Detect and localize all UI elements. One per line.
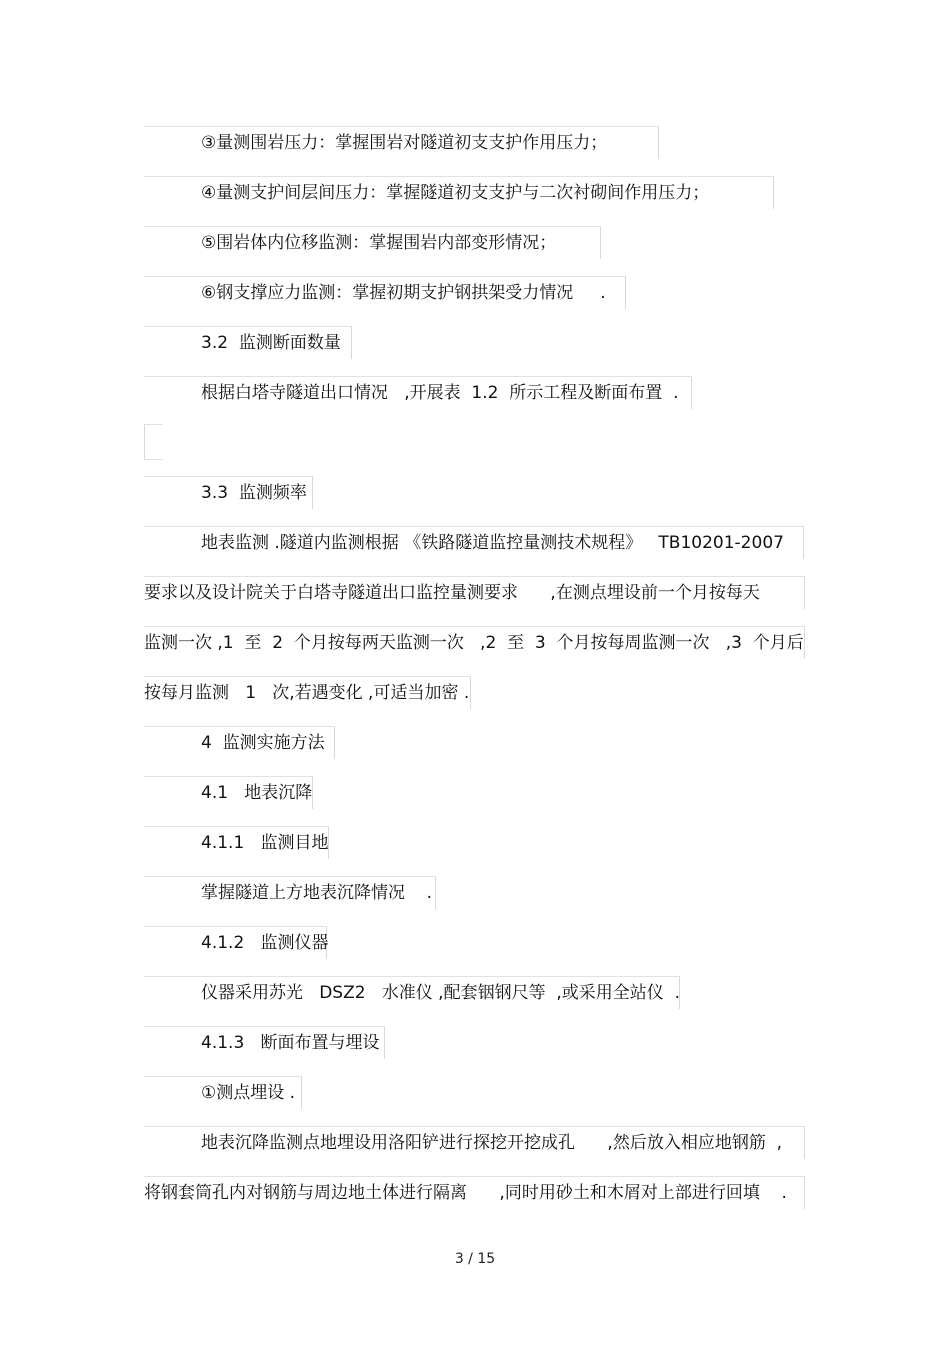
paragraph-line: ⑤围岩体内位移监测：掌握围岩内部变形情况；	[201, 233, 557, 253]
paragraph-line: 根据白塔寺隧道出口情况 ,开展表 1.2 所示工程及断面布置 .	[201, 383, 679, 403]
paragraph-line: 地表监测 .隧道内监测根据 《铁路隧道监控量测技术规程》 TB10201-2007	[201, 533, 784, 553]
paragraph-line: 将钢套筒孔内对钢筋与周边地土体进行隔离 ,同时用砂土和木屑对上部进行回填 .	[144, 1183, 787, 1203]
paragraph-line: 掌握隧道上方地表沉降情况 .	[201, 883, 433, 903]
section-heading: 4.1 地表沉降	[201, 783, 313, 803]
paragraph-line: ③量测围岩压力：掌握围岩对隧道初支支护作用压力；	[201, 133, 608, 153]
section-heading: 4 监测实施方法	[201, 733, 325, 753]
section-heading: 3.3 监测频率	[201, 483, 307, 503]
paragraph-line: 按每月监测 1 次,若遇变化 ,可适当加密 .	[144, 683, 470, 703]
paragraph-line: 仪器采用苏光 DSZ2 水准仪 ,配套铟钢尺等 ,或采用全站仪 .	[201, 983, 680, 1003]
paragraph-line: 要求以及设计院关于白塔寺隧道出口监控量测要求 ,在测点埋设前一个月按每天	[144, 583, 760, 603]
paragraph-line: ⑥钢支撑应力监测：掌握初期支护钢拱架受力情况 .	[201, 283, 606, 303]
section-heading: 4.1.2 监测仪器	[201, 933, 329, 953]
paragraph-line: 地表沉降监测点地埋设用洛阳铲进行探挖开挖成孔 ,然后放入相应地钢筋 ,	[201, 1133, 783, 1153]
section-heading: 4.1.3 断面布置与埋设	[201, 1033, 380, 1053]
page-number: 3 / 15	[454, 1251, 496, 1267]
paragraph-line: ④量测支护间层间压力：掌握隧道初支支护与二次衬砌间作用压力；	[201, 183, 710, 203]
section-heading: 3.2 监测断面数量	[201, 333, 341, 353]
section-heading: 4.1.1 监测目地	[201, 833, 329, 853]
table-fragment	[144, 424, 163, 460]
paragraph-line: ①测点埋设 .	[201, 1083, 296, 1103]
paragraph-line: 监测一次 ,1 至 2 个月按每两天监测一次 ,2 至 3 个月按每周监测一次 ,3 个月后	[144, 633, 804, 653]
